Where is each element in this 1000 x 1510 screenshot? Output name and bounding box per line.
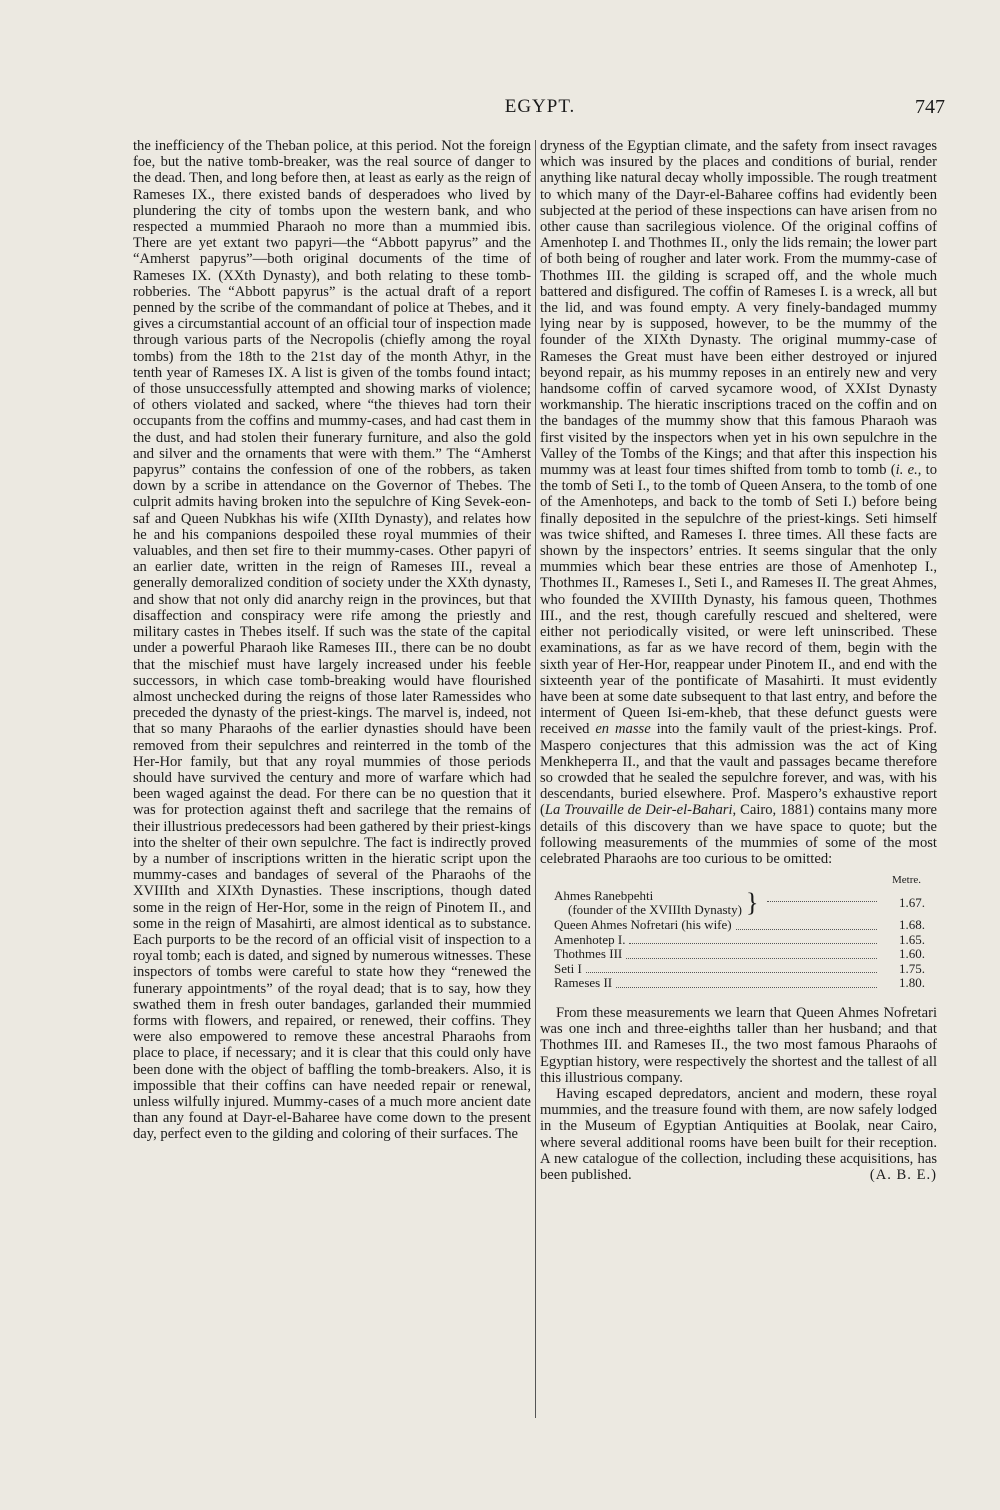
report-title: La Trouvaille de Deir-el-Bahari xyxy=(544,802,733,819)
measurements-table xyxy=(540,873,937,991)
height-value: 1.75. xyxy=(899,960,925,976)
measurement-row xyxy=(540,947,937,962)
leader-dots xyxy=(629,943,877,944)
running-head: EGYPT. xyxy=(504,96,576,117)
column-divider xyxy=(535,140,536,1418)
pharaoh-subtitle: (founder of the XVIIIth Dynasty) xyxy=(568,902,743,918)
unit-header: Metre. xyxy=(891,874,921,887)
group-names xyxy=(554,889,742,918)
height-value: 1.67. xyxy=(899,895,925,911)
pharaoh-name: Amenhotep I. xyxy=(554,931,626,947)
text-segment: , to the tomb of Seti I., to the tomb of Queen Ansera, to the tomb of one of the Amenhoteps, and back to the tomb of Seti I.) before being finally deposited in the sepulchre of the priest-kings. Seti himself was twice shifted, and Rameses I. three times. All these facts are shown by the inspectors’ entries. It seems singular that the only mummies which bear these entries are those of Amenhotep I., Thothmes II., Rameses I., Seti I., and Rameses II. The great Ahmes, who founded the XVIIIth Dynasty, his famous queen, Thothmes III., and the rest, though carefully rescued and sheltered, were either not periodically visited, or were left uninscribed. These examinations, as far as we have record of them, begin with the sixth year of Her-Hor, reappear under Pinotem II., and end with the sixteenth year of the pontificate of Masahirti. It must evidently have been at some date subsequent to that last entry, and before the interment of Queen Isi-em-kheb, that these defunct guests were received xyxy=(540,462,938,738)
right-column-text-3 xyxy=(540,1086,937,1183)
pharaoh-name: Queen Ahmes Nofretari (his wife) xyxy=(554,916,732,932)
measurement-row-ahmes xyxy=(540,889,937,918)
height-value: 1.65. xyxy=(899,931,925,947)
right-column-text-2: From these measurements we learn that Queen Ahmes Nofretari was one inch and three-eighths taller than her husband; and that Thothmes III. and Rameses II., the two most famous Pharaohs of Egyptian history, were respectively the shortest and the tallest of all this illustrious company. xyxy=(540,1004,937,1086)
leader-dots xyxy=(626,958,877,959)
pharaoh-name: Seti I xyxy=(554,960,582,976)
measurement-row xyxy=(540,918,937,933)
italic-ie: i. e. xyxy=(895,462,918,479)
italic-en-masse: en masse xyxy=(595,721,651,738)
measurement-row xyxy=(540,976,937,991)
text-segment: dryness of the Egyptian climate, and the safety from insect ravages which was insured by the places and conditions of burial, render anything like natural decay wholly impossible. The rough treatment to which many of the Dayr-el-Baharee coffins had evidently been subjected at the period of these inspections can have arisen from no other cause than sacrilegious violence. Of the original coffins of Amenhotep I. and Thothmes II., only the lids remain; the lower part of both being of rougher and later work. From the mummy-case of Thothmes III. the gilding is scraped off, and the whole much battered and disfigured. The coffin of Rameses I. is a wreck, all but the lid, and was found empty. A very finely-bandaged mummy lying near by is supposed, however, to be the mummy of the founder of the XIXth Dynasty. The original mummy-case of Rameses the Great must have been either destroyed or injured beyond repair, as his mummy reposes in an entirely new and very handsome coffin of carved sycamore wood, of XXIst Dynasty workmanship. The hieratic inscriptions traced on the coffin and on the bandages of the mummy show that this famous Pharaoh was first visited by the inspectors when yet in his own sepulchre in the Valley of the Tombs of the Kings; and that after this inspection his mummy was at least four times shifted from tomb to tomb ( xyxy=(540,138,937,479)
pharaoh-name: Rameses II xyxy=(554,975,613,991)
text-segment: into the family vault of the priest-kings. Prof. Maspero conjectures that this admission was the act of King Menkheperra II., and that the vault and passages became therefore so crowded that he sealed the sepulchre forever, and was, with his descendants, buried elsewhere. Prof. Maspero’s exhaustive report ( xyxy=(540,721,937,819)
left-column-text: the inefficiency of the Theban police, at this period. Not the foreign foe, but the native tomb-breaker, was the real source of danger to the dead. Then, and long before then, at least as early as the reign of Rameses IX., there existed bands of desperadoes who lived by plundering the city of tombs upon the western bank, and who respected a mummied Pharaoh no more than a mummied ibis. There are yet extant two papyri—the “Abbott papyrus” and the “Amherst papyrus”—both original documents of the time of Rameses IX. (XXth Dynasty), and both relating to these tomb-robberies. The “Abbott papyrus” is the actual draft of a report penned by the scribe of the commandant of police at Thebes, and it gives a circumstantial account of an official tour of inspection made through various parts of the Necropolis (chiefly among the royal tombs) from the 18th to the 21st day of the month Athyr, in the tenth year of Rameses IX. A list is given of the tombs found intact; of those unsuccessfully attempted and showing marks of violence; of others violated and sacked, where “the thieves had torn their occupants from the coffins and mummy-cases, and had cast them in the dust, and had stolen their funerary furniture, and also the gold and silver and the ornaments that were with them.” The “Amherst papyrus” contains the confession of one of the robbers, as taken down by a scribe in attendance on the Governor of Thebes. The culprit admits having broken into the sepulchre of King Sevek-eon-saf and Queen Nubkhas his wife (XIIth Dynasty), and relates how he and his companions despoiled these royal mummies of their valuables, and then set fire to their mummy-cases. Other papyri of an earlier date, written in the reign of Rameses III., reveal a generally demoralized condition of society under the XXth dynasty, and show that not only did anarchy reign in the provinces, but that disaffection and conspiracy were rife among the priestly and military castes in Thebes itself. If such was the state of the capital under a powerful Pharaoh like Rameses III., there can be no doubt that the mischief must have largely increased under his feeble successors, in which case tomb-breaking would have flourished almost unchecked during the reigns of those later Ramessides who preceded the dynasty of the priest-kings. The marvel is, indeed, not that so many Pharaohs of the earlier dynasties should have been removed from their sepulchres and reinterred in the tomb of the Her-Hor family, but that any royal mummies of those periods should have survived the century and more of warfare which had been waged against the dead. For there can be no question that it was for protection against theft and sacrilege that the remains of their illustrious predecessors had been gathered by their priest-kings into the shelter of their own sepulchre. The fact is indirectly proved by a number of inscriptions written in the hieratic script upon the mummy-cases and bandages of several of the Pharaohs of the XVIIIth and XIXth Dynasties. These inscriptions, though dated some in the reign of Her-Hor, some in the reign of Pinotem II., and some in the reign of Masahirti, are almost identical as to substance. Each purports to be the record of an official visit of inspection to a royal tomb; each is dated, and signed by numerous witnesses. These inspectors of tombs were careful to state how they “renewed the funerary appointments” of the royal dead; that is to say, how they swathed them in fresh outer bandages, garlanded their mummied forms with flowers, and repaired, or renewed, their coffins. They were also empowered to remove these ancestral Pharaohs from place to place, if necessary; and it is clear that this could only have been done with the object of baffling the tomb-breakers. Also, it is impossible that their coffins can have needed repair or renewal, unless wilfully injured. Mummy-cases of a much more ancient date than any found at Dayr-el-Baharee have come down to the present day, perfect even to the gilding and coloring of their surfaces. The xyxy=(133,138,531,1143)
right-column xyxy=(540,138,937,1183)
measurement-row xyxy=(540,933,937,948)
leader-dots xyxy=(736,929,877,930)
right-column-text-1 xyxy=(540,138,937,867)
leader-dots xyxy=(616,987,877,988)
pharaoh-name: Ahmes Ranebpehti xyxy=(554,887,654,903)
height-value: 1.80. xyxy=(899,975,925,991)
measurement-row xyxy=(540,962,937,977)
height-value: 1.68. xyxy=(899,916,925,932)
brace-glyph: } xyxy=(746,888,759,918)
page-number: 747 xyxy=(915,96,945,118)
text-segment: Having escaped depredators, ancient and modern, these royal mummies, and the treasure found with them, are now safely lodged in the Museum of Egyptian Antiquities at Boolak, near Cairo, where several additional rooms have been built for their reception. A new catalogue of the collection, including these acquisitions, has been published. xyxy=(540,1085,937,1183)
text-segment: , Cairo, 1881) contains many more details of this discovery than we have space to quote; but the following measurements of the mummies of some of the most celebrated Pharaohs are too curious to be omitted: xyxy=(540,802,937,867)
leader-dots xyxy=(767,901,878,902)
leader-dots xyxy=(586,972,877,973)
author-signature: (A. B. E.) xyxy=(869,1166,937,1183)
pharaoh-name: Thothmes III xyxy=(554,946,623,962)
left-column xyxy=(133,138,531,1143)
height-value: 1.60. xyxy=(899,946,925,962)
